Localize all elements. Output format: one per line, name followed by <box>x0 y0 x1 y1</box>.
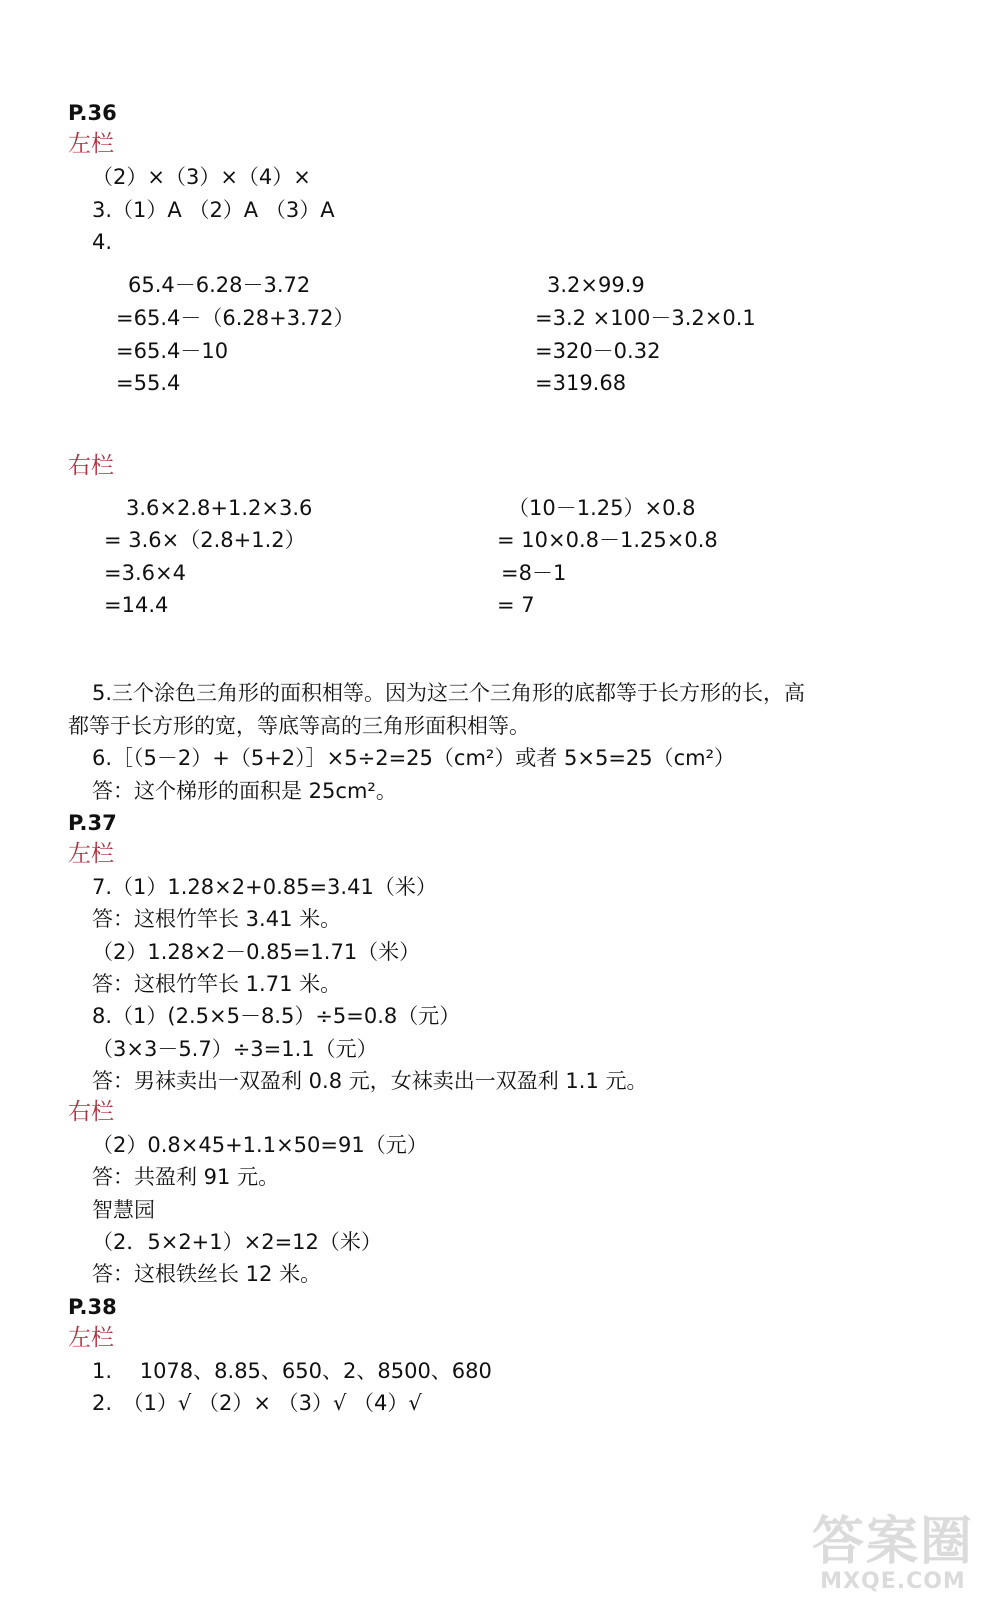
calc-c-line: =3.6×4 <box>104 561 186 585</box>
calc-c-line: 3.6×2.8+1.2×3.6 <box>126 496 313 520</box>
watermark-domain: MXQE.COM <box>820 1569 966 1594</box>
calc-c-line: = 3.6×（2.8+1.2） <box>104 528 306 552</box>
calc-b-line: 3.2×99.9 <box>547 273 645 297</box>
watermark-title: 答案圈 <box>811 1512 974 1572</box>
p38-q1: 1. 1078、8.85、650、2、8500、680 <box>92 1359 492 1383</box>
q6-calc: 6.［（5－2）+（5+2）］×5÷2=25（cm²）或者 5×5=25（cm²） <box>92 746 736 770</box>
calc-a-line: =55.4 <box>116 371 181 395</box>
calc-a-line: 65.4－6.28－3.72 <box>128 273 311 297</box>
left-column-header: 左栏 <box>68 1325 114 1351</box>
left-column-header: 左栏 <box>68 841 114 867</box>
q3-answers: 3.（1）A （2）A （3）A <box>92 198 335 222</box>
right-column-header: 右栏 <box>68 453 114 479</box>
q8-2-answer: 答：共盈利 91 元。 <box>92 1165 280 1189</box>
watermark-logo <box>812 1514 974 1594</box>
calc-d-line: = 7 <box>497 593 535 617</box>
calc-d-line: = 10×0.8－1.25×0.8 <box>497 528 718 552</box>
q8-answer: 答：男袜卖出一双盈利 0.8 元，女袜卖出一双盈利 1.1 元。 <box>92 1069 648 1093</box>
calc-b-line: =3.2 ×100－3.2×0.1 <box>535 306 756 330</box>
calc-d-line: =8－1 <box>501 561 567 585</box>
calc-a-line: =65.4－（6.28+3.72） <box>116 306 355 330</box>
q8-1-calc-b: （3×3－5.7）÷3=1.1（元） <box>92 1037 378 1061</box>
left-column-header: 左栏 <box>68 131 114 157</box>
q5-line-1: 5.三个涂色三角形的面积相等。因为这三个三角形的底都等于长方形的长，高 <box>92 681 806 705</box>
right-column-header: 右栏 <box>68 1099 114 1125</box>
wisdom-answer: 答：这根铁丝长 12 米。 <box>92 1262 322 1286</box>
calc-d-line: （10－1.25）×0.8 <box>508 496 696 520</box>
p38-q2: 2. （1）√ （2）× （3）√ （4）√ <box>92 1391 422 1415</box>
q5-line-2: 都等于长方形的宽，等底等高的三角形面积相等。 <box>68 714 530 738</box>
q4-label: 4. <box>92 230 113 254</box>
calc-b-line: =320－0.32 <box>535 339 661 363</box>
page-label-p38: P.38 <box>68 1295 117 1319</box>
q6-answer: 答：这个梯形的面积是 25cm²。 <box>92 779 397 803</box>
q7-2-calc: （2）1.28×2－0.85=1.71（米） <box>92 940 421 964</box>
wisdom-garden-heading: 智慧园 <box>92 1198 155 1222</box>
q7-1-calc: 7.（1）1.28×2+0.85=3.41（米） <box>92 875 437 899</box>
q7-2-answer: 答：这根竹竿长 1.71 米。 <box>92 972 342 996</box>
q8-1-calc: 8.（1）(2.5×5－8.5）÷5=0.8（元） <box>92 1004 461 1028</box>
calc-a-line: =65.4－10 <box>116 339 229 363</box>
calc-c-line: =14.4 <box>104 593 169 617</box>
q8-2-calc: （2）0.8×45+1.1×50=91（元） <box>92 1133 428 1157</box>
q2-answers: （2）×（3）×（4）× <box>92 165 311 189</box>
wisdom-calc: （2．5×2+1）×2=12（米） <box>92 1230 382 1254</box>
page-label-p36: P.36 <box>68 101 117 125</box>
page-label-p37: P.37 <box>68 811 117 835</box>
q7-1-answer: 答：这根竹竿长 3.41 米。 <box>92 907 342 931</box>
calc-b-line: =319.68 <box>535 371 627 395</box>
